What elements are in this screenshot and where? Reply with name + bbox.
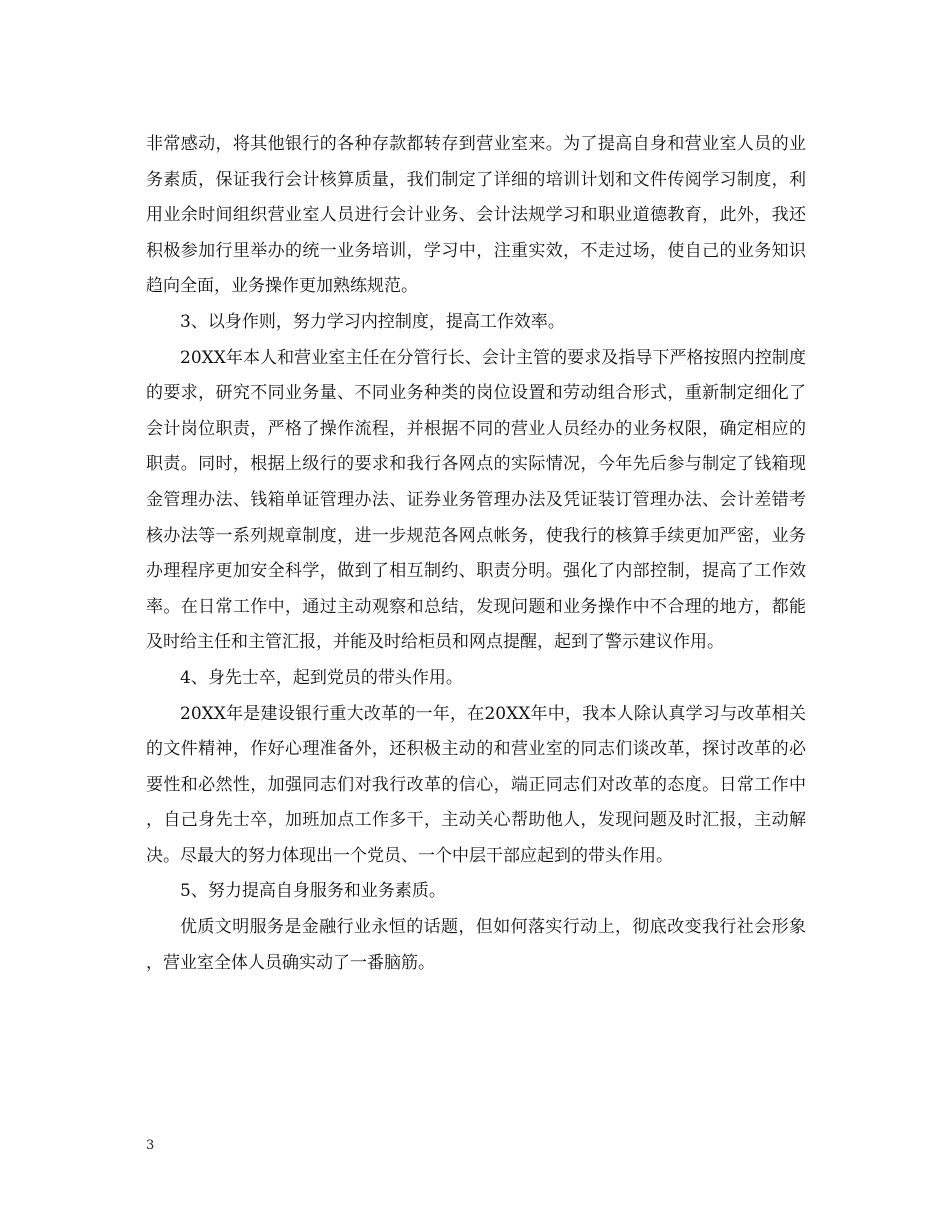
document-body [146, 127, 806, 981]
paragraph-2-heading: 3、以身作则，努力学习内控制度，提高工作效率。 [180, 311, 565, 332]
paragraph-1: 非常感动，将其他银行的各种存款都转存到营业室来。为了提高自身和营业室人员的业务素质，保证我行会计核算质量，我们制定了详细的培训计划和文件传阅学习制度，利用业余时间组织营业室人员进行会计业务、会计法规学习和职业道德教育，此外，我还积极参加行里举办的统一业务培训，学习中，注重实效，不走过场，使自己的业务知识趋向全面，业务操作更加熟练规范。 [146, 134, 806, 297]
paragraph-5: 20XX年是建设银行重大改革的一年，在20XX年中，我本人除认真学习与改革相关的文件精神，作好心理准备外，还积极主动的和营业室的同志们谈改革，探讨改革的必要性和必然性，加强同志们对我行改革的信心，端正同志们对改革的态度。日常工作中，自己身先士卒，加班加点工作多干，主动关心帮助他人，发现问题及时汇报，主动解决。尽最大的努力体现出一个党员、一个中层干部应起到的带头作用。 [146, 703, 806, 866]
paragraph-3: 20XX年本人和营业室主任在分管行长、会计主管的要求及指导下严格按照内控制度的要求，研究不同业务量、不同业务种类的岗位设置和劳动组合形式，重新制定细化了会计岗位职责，严格了操作流程，并根据不同的营业人员经办的业务权限，确定相应的职责。同时，根据上级行的要求和我行各网点的实际情况，今年先后参与制定了钱箱现金管理办法、钱箱单证管理办法、证券业务管理办法及凭证装订管理办法、会计差错考核办法等一系列规章制度，进一步规范各网点帐务，使我行的核算手续更加严密，业务办理程序更加安全科学，做到了相互制约、职责分明。强化了内部控制，提高了工作效率。在日常工作中，通过主动观察和总结，发现问题和业务操作中不合理的地方，都能及时给主任和主管汇报，并能及时给柜员和网点提醒，起到了警示建议作用。 [146, 347, 806, 653]
paragraph-4-heading: 4、身先士卒，起到党员的带头作用。 [180, 667, 463, 688]
page-number: 3 [146, 1138, 155, 1153]
paragraph-7: 优质文明服务是金融行业永恒的话题，但如何落实行动上，彻底改变我行社会形象，营业室全体人员确实动了一番脑筋。 [146, 917, 806, 973]
paragraph-6-heading: 5、努力提高自身服务和业务素质。 [180, 881, 446, 902]
